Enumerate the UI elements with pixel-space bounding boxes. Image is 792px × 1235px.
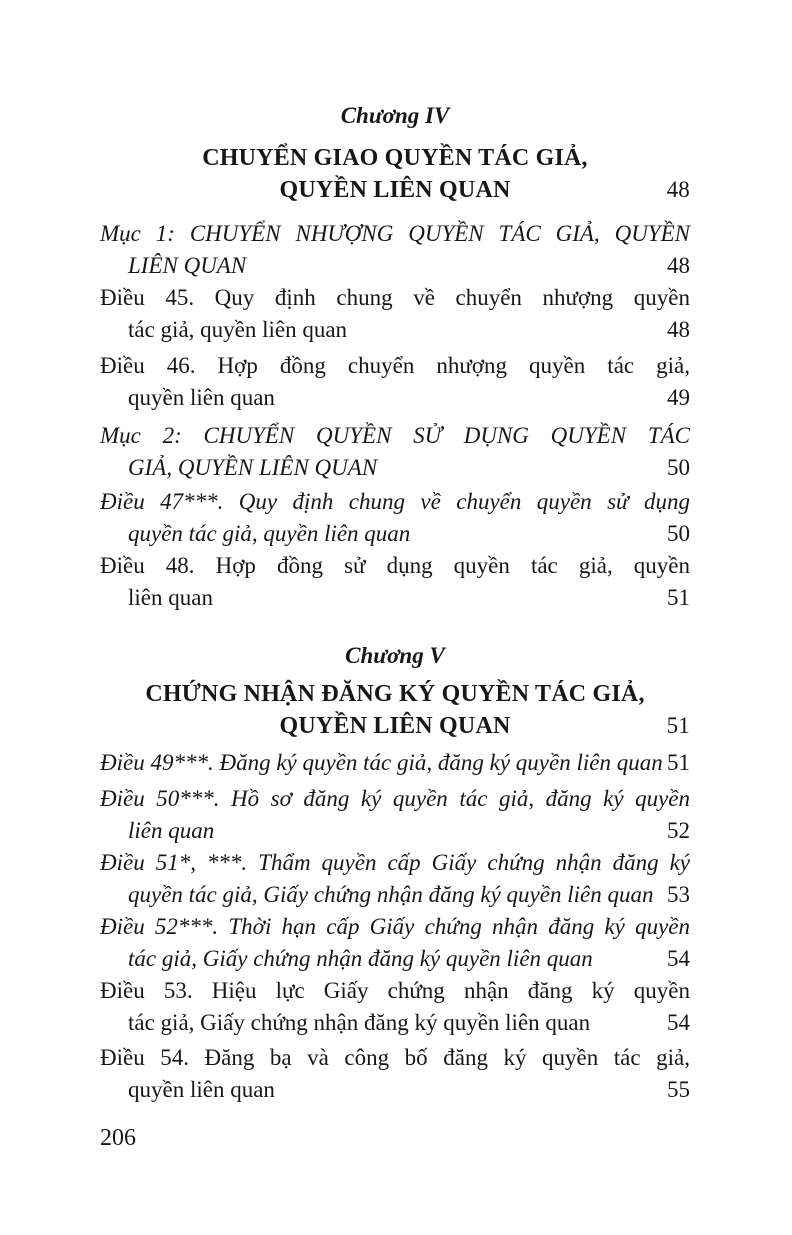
table-of-contents xyxy=(100,100,690,1106)
toc-entry-dieu-45-line-2 xyxy=(100,314,690,346)
toc-entry-dieu-53-line-1 xyxy=(100,975,690,1007)
chapter-5-title-line-2 xyxy=(100,710,690,742)
toc-entry-page-number: 51 xyxy=(667,750,690,775)
folio-page-number: 206 xyxy=(100,1125,136,1151)
toc-entry-page-number: 53 xyxy=(667,882,690,907)
chapter-5-label xyxy=(100,640,690,672)
chapter-5-title-line-1 xyxy=(100,678,690,710)
chapter-4-page-number: 48 xyxy=(666,177,690,202)
toc-entry-muc-2-line-2 xyxy=(100,452,690,484)
toc-entry-page-number: 49 xyxy=(667,385,690,410)
toc-entry-text: Điều 52***. Thời hạn cấp Giấy chứng nhận đăng ký quyền xyxy=(100,914,690,939)
chapter-4-label-text: Chương IV xyxy=(340,103,450,128)
toc-entry-page-number: 52 xyxy=(667,818,690,843)
toc-entry-dieu-53-line-2 xyxy=(100,1007,690,1039)
toc-entry-text: tác giả, quyền liên quan xyxy=(128,317,348,342)
toc-entry-page-number: 50 xyxy=(667,455,690,480)
toc-entry-text: Điều 48. Hợp đồng sử dụng quyền tác giả, quyền xyxy=(100,553,690,578)
toc-entry-muc-1-line-1 xyxy=(100,218,690,250)
chapter-5-title-text-2: QUYỀN LIÊN QUAN xyxy=(279,713,511,739)
toc-entry-text: Điều 51*, ***. Thẩm quyền cấp Giấy chứng nhận đăng ký xyxy=(100,850,690,875)
chapter-4-title-text-2: QUYỀN LIÊN QUAN xyxy=(279,177,511,203)
toc-entry-text: liên quan xyxy=(128,818,215,843)
toc-entry-text: LIÊN QUAN xyxy=(128,253,247,278)
toc-entry-page-number: 55 xyxy=(667,1077,690,1102)
toc-entry-text: quyền tác giả, Giấy chứng nhận đăng ký quyền liên quan xyxy=(128,882,654,907)
toc-entry-dieu-50-line-1 xyxy=(100,783,690,815)
chapter-5-page-number: 51 xyxy=(666,713,690,738)
toc-entry-dieu-46-line-1 xyxy=(100,350,690,382)
toc-entry-text: quyền tác giả, quyền liên quan xyxy=(128,521,411,546)
toc-entry-text: Điều 54. Đăng bạ và công bố đăng ký quyền tác giả, xyxy=(100,1045,690,1070)
toc-entry-text: liên quan xyxy=(128,585,213,610)
toc-entry-dieu-47-line-1 xyxy=(100,486,690,518)
toc-entry-text: Điều 50***. Hồ sơ đăng ký quyền tác giả, đăng ký quyền xyxy=(100,786,690,811)
toc-entry-page-number: 51 xyxy=(667,585,690,610)
chapter-5-title-text-1: CHỨNG NHẬN ĐĂNG KÝ QUYỀN TÁC GIẢ, xyxy=(145,681,645,707)
toc-entry-text: GIẢ, QUYỀN LIÊN QUAN xyxy=(128,455,378,480)
toc-entry-text: Điều 46. Hợp đồng chuyển nhượng quyền tác giả, xyxy=(100,353,690,378)
toc-entry-page-number: 48 xyxy=(667,253,690,278)
toc-entry-page-number: 48 xyxy=(667,317,690,342)
toc-entry-dieu-48-line-2 xyxy=(100,582,690,614)
toc-entry-muc-2-line-1 xyxy=(100,420,690,452)
toc-entry-text: Điều 47***. Quy định chung về chuyển quyền sử dụng xyxy=(100,489,690,514)
toc-entry-dieu-52-line-2 xyxy=(100,943,690,975)
toc-entry-text: quyền liên quan xyxy=(128,1077,275,1102)
toc-entry-page-number: 54 xyxy=(667,1010,690,1035)
toc-entry-dieu-54-line-1 xyxy=(100,1042,690,1074)
toc-entry-dieu-49-line-1 xyxy=(100,747,690,779)
toc-entry-dieu-50-line-2 xyxy=(100,815,690,847)
chapter-5-label-text: Chương V xyxy=(345,643,445,668)
chapter-4-label xyxy=(100,100,690,132)
toc-entry-dieu-52-line-1 xyxy=(100,911,690,943)
toc-entry-dieu-45-line-1 xyxy=(100,282,690,314)
toc-entry-text: Điều 53. Hiệu lực Giấy chứng nhận đăng ký quyền xyxy=(100,978,690,1003)
toc-entry-text: Điều 45. Quy định chung về chuyển nhượng quyền xyxy=(100,285,690,310)
toc-entry-text: Mục 2: CHUYỂN QUYỀN SỬ DỤNG QUYỀN TÁC xyxy=(100,423,690,448)
toc-entry-text: Điều 49***. Đăng ký quyền tác giả, đăng ký quyền liên quan xyxy=(100,750,663,775)
toc-entry-dieu-48-line-1 xyxy=(100,550,690,582)
toc-entry-dieu-51-line-2 xyxy=(100,879,690,911)
toc-entry-page-number: 50 xyxy=(667,521,690,546)
chapter-4-title-text-1: CHUYỂN GIAO QUYỀN TÁC GIẢ, xyxy=(202,145,588,171)
toc-entry-text: tác giả, Giấy chứng nhận đăng ký quyền liên quan xyxy=(128,946,593,971)
toc-entry-text: quyền liên quan xyxy=(128,385,275,410)
toc-entry-muc-1-line-2 xyxy=(100,250,690,282)
toc-entry-dieu-51-line-1 xyxy=(100,847,690,879)
toc-entry-dieu-46-line-2 xyxy=(100,382,690,414)
toc-entry-text: tác giả, Giấy chứng nhận đăng ký quyền liên quan xyxy=(128,1010,591,1035)
toc-entry-dieu-54-line-2 xyxy=(100,1074,690,1106)
toc-entry-text: Mục 1: CHUYỂN NHƯỢNG QUYỀN TÁC GIẢ, QUYỀN xyxy=(100,221,690,246)
toc-entry-dieu-47-line-2 xyxy=(100,518,690,550)
chapter-4-title-line-2 xyxy=(100,174,690,206)
toc-entry-page-number: 54 xyxy=(667,946,690,971)
chapter-4-title-line-1 xyxy=(100,142,690,174)
